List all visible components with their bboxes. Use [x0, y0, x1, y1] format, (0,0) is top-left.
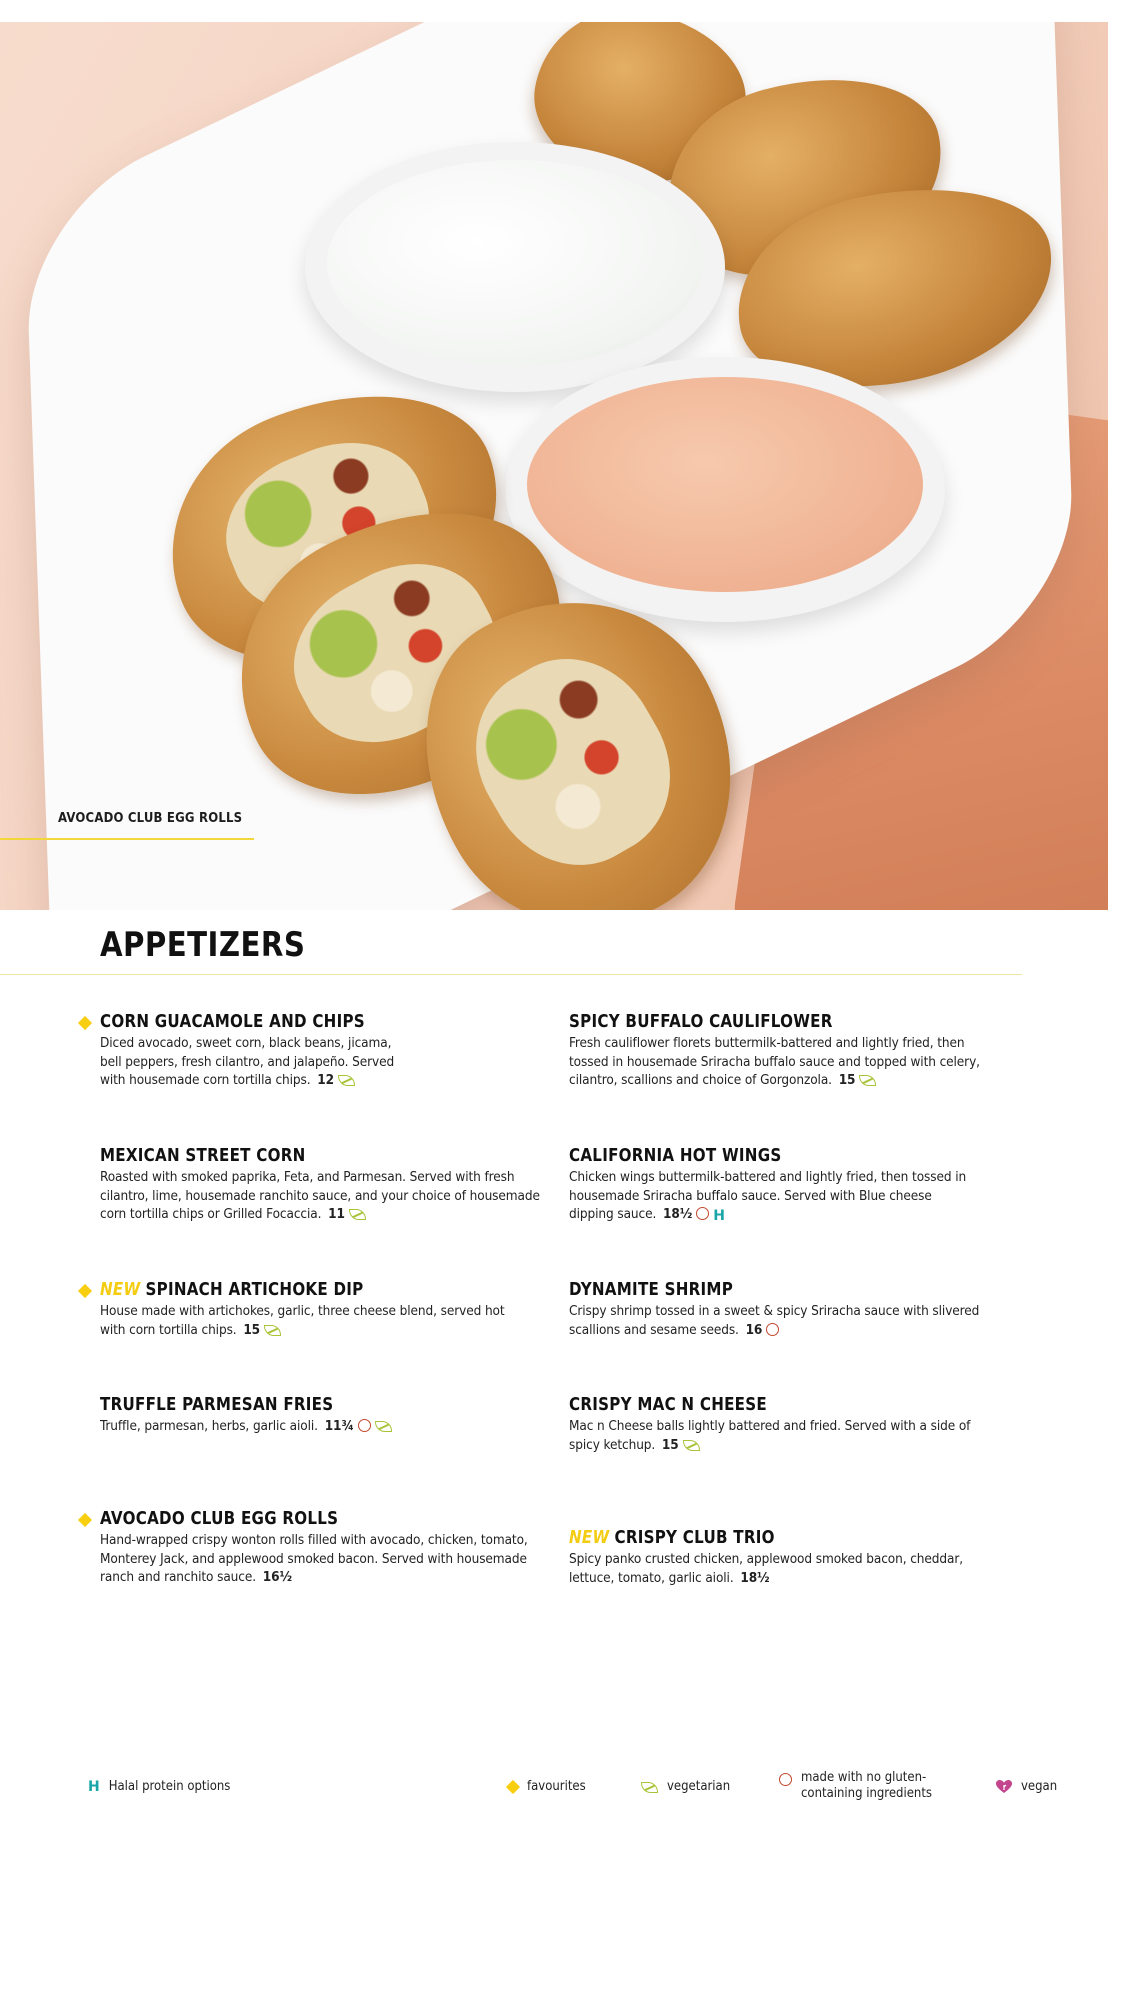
item-name: DYNAMITE SHRIMP	[569, 1279, 734, 1300]
menu-item	[100, 1145, 540, 1224]
section-title: APPETIZERS	[100, 925, 306, 965]
vegetarian-icon	[338, 1075, 355, 1086]
item-price: 18½	[663, 1206, 693, 1222]
menu-item	[569, 1394, 1009, 1454]
menu-item	[100, 1279, 540, 1339]
item-price: 11	[328, 1206, 345, 1222]
ranchito-sauce-bowl	[505, 357, 945, 622]
gluten-free-icon	[358, 1419, 371, 1432]
vegetarian-icon	[375, 1421, 392, 1432]
vegetarian-icon	[683, 1440, 700, 1451]
item-name: CORN GUACAMOLE AND CHIPS	[100, 1011, 365, 1032]
item-price: 18½	[740, 1569, 770, 1586]
item-name: MEXICAN STREET CORN	[100, 1145, 306, 1166]
vegetarian-icon	[641, 1782, 658, 1793]
menu-item	[569, 1527, 1009, 1587]
legend-vegan: vegan	[996, 1779, 1057, 1795]
item-description: Fresh cauliflower florets buttermilk-battered and lightly fried, then tossed in housemade Sriracha buffalo sauce and topped with celery, cilantro, scallions and choice of Gorgonzola. 15	[569, 1035, 980, 1088]
vegetarian-icon	[349, 1209, 366, 1220]
halal-icon: H	[713, 1208, 725, 1224]
hero-photo	[0, 22, 1108, 910]
item-name: NEW SPINACH ARTICHOKE DIP	[100, 1279, 364, 1300]
item-description: Truffle, parmesan, herbs, garlic aioli. 11¾	[100, 1417, 540, 1436]
item-description: Diced avocado, sweet corn, black beans, jicama, bell peppers, fresh cilantro, and jalapeño. Served with housemade corn tortilla chips. 12	[100, 1035, 395, 1088]
item-name: TRUFFLE PARMESAN FRIES	[100, 1394, 334, 1415]
item-name: SPICY BUFFALO CAULIFLOWER	[569, 1011, 833, 1032]
vegetarian-icon	[859, 1075, 876, 1086]
menu-item	[100, 1394, 540, 1436]
legend-halal: H Halal protein options	[88, 1779, 231, 1795]
vegetarian-icon	[264, 1325, 281, 1336]
item-description: Crispy shrimp tossed in a sweet & spicy Sriracha sauce with slivered scallions and sesame seeds. 16	[569, 1303, 980, 1338]
item-description: Hand-wrapped crispy wonton rolls filled with avocado, chicken, tomato, Monterey Jack, and applewood smoked bacon. Served with housemade ranch and ranchito sauce. 16½	[100, 1532, 528, 1585]
gluten-free-icon	[779, 1773, 792, 1786]
item-description: Mac n Cheese balls lightly battered and fried. Served with a side of spicy ketchup. 15	[569, 1418, 971, 1453]
item-description: Spicy panko crusted chicken, applewood smoked bacon, cheddar, lettuce, tomato, garlic aioli. 18½	[569, 1551, 963, 1586]
menu-item	[100, 1011, 540, 1090]
vegan-icon	[996, 1780, 1012, 1794]
favourite-icon	[78, 1284, 92, 1298]
item-description: Chicken wings buttermilk-battered and lightly fried, then tossed in housemade Sriracha buffalo sauce. Served with Blue cheese dipping sauce. 18½ H	[569, 1169, 967, 1224]
item-description: House made with artichokes, garlic, three cheese blend, served hot with corn tortilla chips. 15	[100, 1303, 505, 1338]
item-price: 11¾	[324, 1418, 354, 1434]
item-price: 15	[838, 1072, 856, 1088]
item-name: NEW CRISPY CLUB TRIO	[569, 1527, 775, 1548]
title-divider	[0, 974, 1022, 975]
ranch-sauce-bowl	[305, 142, 725, 392]
gluten-free-icon	[766, 1323, 779, 1336]
item-name: CRISPY MAC N CHEESE	[569, 1394, 767, 1415]
new-badge: NEW	[100, 1279, 141, 1300]
menu-item	[100, 1508, 540, 1587]
halal-icon: H	[88, 1779, 100, 1795]
item-description: Roasted with smoked paprika, Feta, and Parmesan. Served with fresh cilantro, lime, housemade ranchito sauce, and your choice of housemade corn tortilla chips or Grilled Focaccia. 11	[100, 1169, 540, 1222]
menu-item	[569, 1279, 1009, 1339]
item-price: 16	[745, 1321, 763, 1338]
item-price: 12	[317, 1072, 334, 1088]
menu-item	[569, 1011, 1009, 1090]
favourite-icon	[506, 1780, 520, 1794]
legend-gluten-free: made with no gluten- containing ingredients	[779, 1770, 932, 1802]
item-name: AVOCADO CLUB EGG ROLLS	[100, 1508, 339, 1529]
gluten-free-icon	[696, 1207, 709, 1220]
menu-item	[569, 1145, 1009, 1226]
new-badge: NEW	[569, 1527, 610, 1548]
item-name: CALIFORNIA HOT WINGS	[569, 1145, 782, 1166]
caption-rule	[0, 838, 254, 840]
favourite-icon	[78, 1016, 92, 1030]
favourite-icon	[78, 1513, 92, 1527]
item-price: 16½	[262, 1569, 292, 1585]
legend-favourites: favourites	[508, 1779, 586, 1795]
item-price: 15	[661, 1436, 679, 1453]
legend-vegetarian: vegetarian	[641, 1779, 730, 1795]
photo-caption: AVOCADO CLUB EGG ROLLS	[58, 811, 243, 826]
item-price: 15	[243, 1321, 261, 1338]
